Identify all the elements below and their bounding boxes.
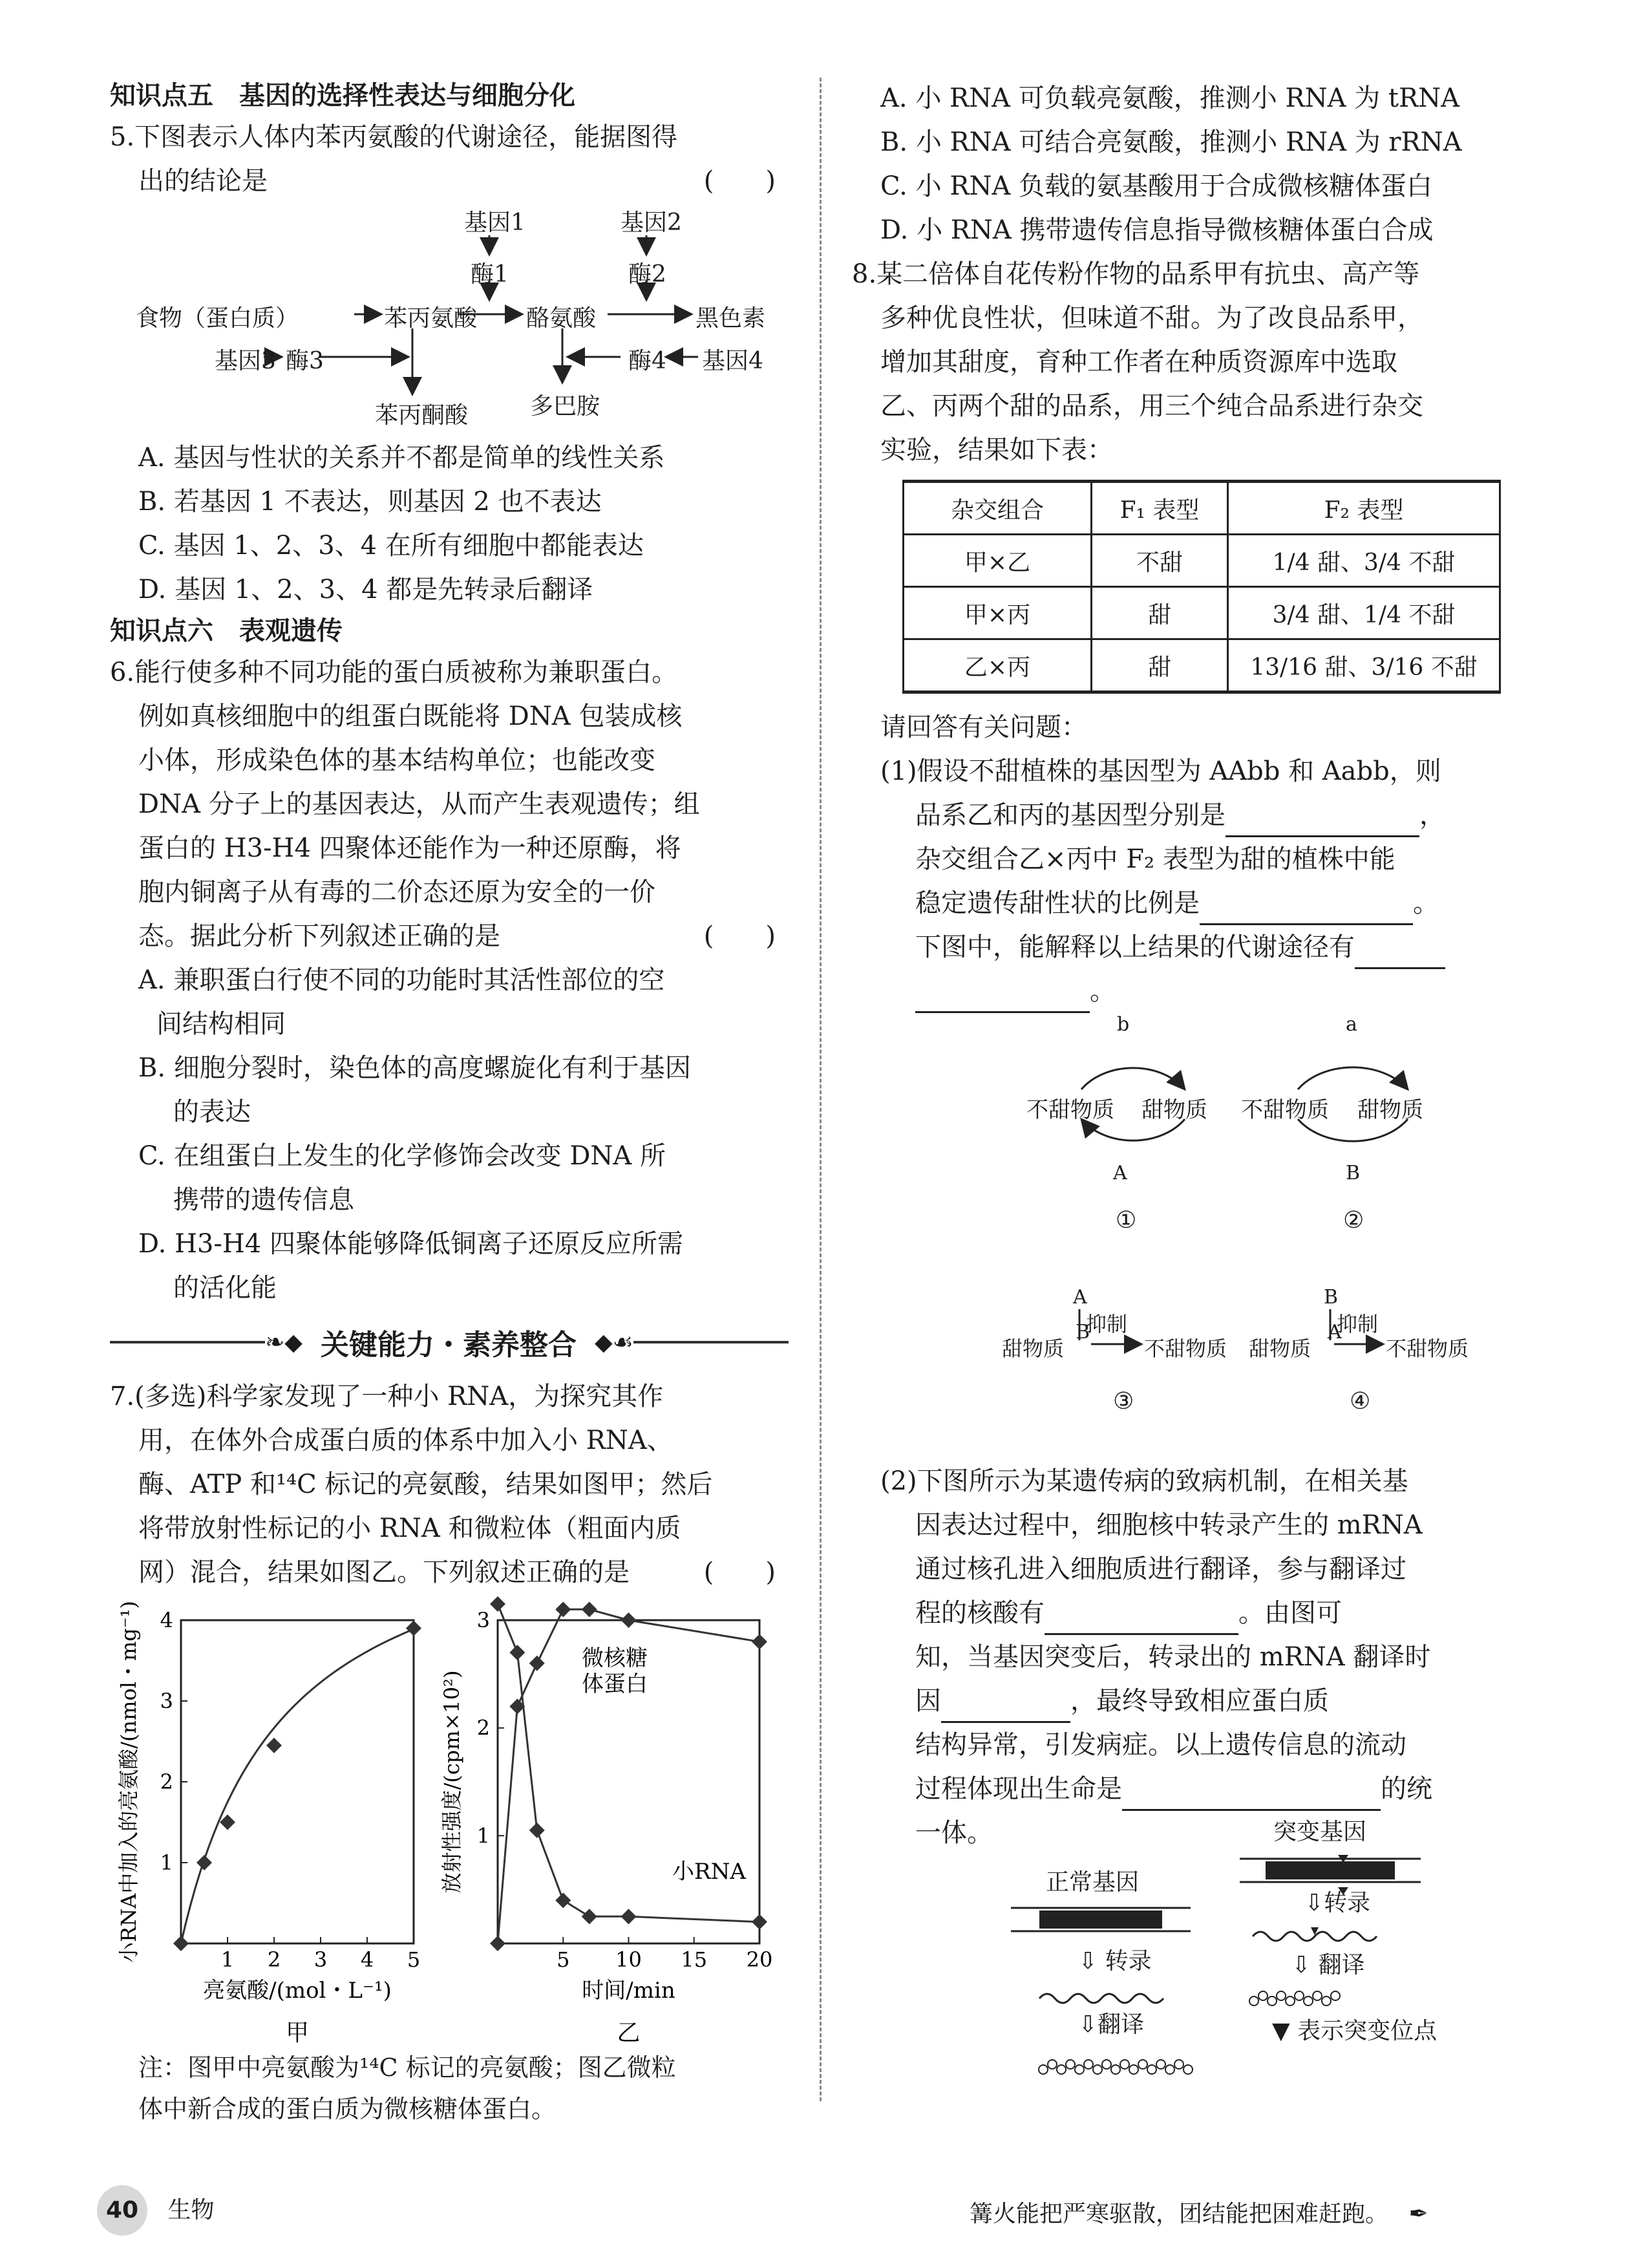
data-point xyxy=(621,1909,637,1924)
amino-acid-bead xyxy=(1258,1991,1268,2000)
down-arrow-icon: ⇩ xyxy=(1078,1948,1098,1974)
plot-frame xyxy=(181,1620,414,1943)
q8-ask: 请回答有关问题： xyxy=(880,712,1087,742)
notsweet-label: 不甜物质 xyxy=(1026,1097,1114,1123)
motto: 篝火能把严寒驱散，团结能把困难赶跑。 xyxy=(970,2201,1389,2227)
q6-option-c: C. 在组蛋白上发生的化学修饰会改变 DNA 所 xyxy=(138,1141,666,1171)
q8-pathway-schematics xyxy=(852,1013,1537,1459)
x-tick-label: 2 xyxy=(267,1947,281,1972)
data-point xyxy=(173,1936,189,1951)
amino-acid-bead xyxy=(1286,1996,1295,2006)
gene1-label: 基因1 xyxy=(464,209,525,236)
mutation-legend: ▼ 表示突变位点 xyxy=(1272,2018,1438,2044)
trend-curve xyxy=(181,1629,414,1943)
q8-part2-line: 通过核孔进入细胞质进行翻译，参与翻译过 xyxy=(915,1554,1406,1584)
x-tick-label: 1 xyxy=(220,1947,235,1972)
amino-acid-bead xyxy=(1111,2065,1120,2074)
answer-paren: ( ) xyxy=(703,921,776,951)
banner-rule-left xyxy=(110,1341,265,1343)
q6-option-a: A. 兼职蛋白行使不同的功能时其活性部位的空 xyxy=(138,965,665,995)
answer-blank[interactable] xyxy=(941,1693,1070,1723)
q7-note-2: 体中新合成的蛋白质为微核糖体蛋白。 xyxy=(138,2095,557,2123)
x-axis-label: 亮氨酸/(mol・L⁻¹) xyxy=(203,1978,392,2004)
y-tick-label: 2 xyxy=(476,1715,490,1740)
amino-acid-bead xyxy=(1165,2065,1174,2074)
amino-acid-bead xyxy=(1304,1996,1313,2006)
allele-b-label: b xyxy=(1117,1013,1130,1036)
amino-acid-bead xyxy=(1120,2060,1129,2069)
page-footer-right xyxy=(970,2196,1428,2229)
table-row xyxy=(904,535,1500,587)
data-point xyxy=(406,1621,421,1636)
figure-number-1: ① xyxy=(1116,1207,1137,1234)
q8-part2-line: (2)下图所示为某遗传病的致病机制，在相关基 xyxy=(880,1466,1408,1496)
q8-stem-line: 乙、丙两个甜的品系，用三个纯合品系进行杂交 xyxy=(880,391,1423,421)
page-footer-left xyxy=(97,2185,214,2236)
answer-paren: ( ) xyxy=(703,166,776,196)
q8-part1-line: 下图中，能解释以上结果的代谢途径有 xyxy=(852,925,1537,969)
q7-charts xyxy=(110,1594,789,2047)
table-cell: 不甜 xyxy=(1092,535,1228,587)
x-tick-label: 3 xyxy=(313,1947,328,1972)
y-axis-label: 小RNA中加入的亮氨酸/(nmol・mg⁻¹) xyxy=(116,1601,141,1963)
amino-acid-bead xyxy=(1066,2060,1075,2069)
data-point xyxy=(621,1612,637,1628)
figure-number-2: ② xyxy=(1343,1207,1364,1234)
q8-stem-line: 增加其甜度，育种工作者在种质资源库中选取 xyxy=(880,347,1397,377)
amino-acid-bead xyxy=(1174,2060,1183,2069)
tyrosine-label: 酪氨酸 xyxy=(526,305,597,332)
q6-option-d: D. H3-H4 四聚体能够降低铜离子还原反应所需 xyxy=(138,1229,683,1259)
answer-blank[interactable] xyxy=(915,983,1090,1013)
table-cell: 甜 xyxy=(1092,639,1228,692)
enzyme1-label: 酶1 xyxy=(471,261,509,288)
sweet-label: 甜物质 xyxy=(1141,1097,1207,1123)
amino-acid-bead xyxy=(1322,1996,1331,2006)
food-label: 食物（蛋白质） xyxy=(136,305,299,332)
amino-acid-bead xyxy=(1277,1991,1286,2000)
translation-label: ⇩翻译 xyxy=(1078,2011,1145,2038)
sweet-label: 甜物质 xyxy=(1002,1336,1065,1361)
y-tick-label: 1 xyxy=(160,1850,173,1875)
data-point xyxy=(196,1855,212,1870)
answer-paren: ( ) xyxy=(703,1557,776,1587)
enzyme4-label: 酶4 xyxy=(628,348,666,374)
gene3-label: 基因3 xyxy=(215,348,276,374)
gene4-label: 基因4 xyxy=(702,348,763,374)
table-header-row xyxy=(904,482,1500,535)
table-cell: 1/4 甜、3/4 不甜 xyxy=(1228,535,1500,587)
down-arrow-icon: ⇩ xyxy=(1078,2011,1098,2038)
q6-stem-line: DNA 分子上的基因表达，从而产生表观遗传；组 xyxy=(138,789,700,819)
normal-protein xyxy=(1039,2060,1193,2074)
series-label: 小RNA xyxy=(672,1859,746,1885)
data-point xyxy=(582,1909,597,1924)
table-cell: 乙×丙 xyxy=(904,639,1092,692)
q6-stem-line: 6.能行使多种不同功能的蛋白质被称为兼职蛋白。 xyxy=(110,658,678,687)
q7-option-d: D. 小 RNA 携带遗传信息指导微核糖体蛋白合成 xyxy=(880,215,1434,245)
banner-title: 关键能力・素养整合 xyxy=(320,1329,577,1362)
x-tick-label: 15 xyxy=(681,1947,708,1972)
allele-B-label: B xyxy=(1076,1321,1090,1343)
q7-stem-line: 将带放射性标记的小 RNA 和微粒体（粗面内质 xyxy=(138,1514,681,1543)
q5-option-d: D. 基因 1、2、3、4 都是先转录后翻译 xyxy=(138,575,593,604)
q7-stem-last: 网）混合，结果如图乙。下列叙述正确的是 ( ) xyxy=(110,1550,789,1594)
data-point xyxy=(220,1815,235,1830)
amino-acid-bead xyxy=(1039,2065,1048,2074)
q8-part2-line: 结构异常，引发病症。以上遗传信息的流动 xyxy=(915,1730,1406,1760)
down-arrow-icon: ⇩ xyxy=(1304,1890,1324,1916)
data-point xyxy=(555,1601,571,1617)
page-number-badge: 40 xyxy=(97,2185,147,2236)
q6-stem-line: 胞内铜离子从有毒的二价态还原为安全的一价 xyxy=(138,877,655,907)
enzyme2-label: 酶2 xyxy=(628,261,666,288)
banner-ornament-left: ❧◆ xyxy=(265,1329,302,1356)
q7-stem-line: 酶、ATP 和¹⁴C 标记的亮氨酸，结果如图甲；然后 xyxy=(138,1470,713,1499)
translation-label: ⇩ 翻译 xyxy=(1291,1952,1365,1978)
data-point xyxy=(582,1601,597,1617)
cross-results-table xyxy=(902,480,1501,694)
q8-stem-line: 多种优良性状，但味道不甜。为了改良品系甲， xyxy=(880,303,1423,333)
q7-option-b: B. 小 RNA 可结合亮氨酸，推测小 RNA 为 rRNA xyxy=(880,127,1462,157)
subject-label: 生物 xyxy=(167,2197,215,2223)
amino-acid-bead xyxy=(1057,2065,1066,2074)
section-banner xyxy=(110,1316,789,1368)
q8-part1-line: 稳定遗传甜性状的比例是 。 xyxy=(852,881,1537,925)
q6-stem-line: 蛋白的 H3-H4 四聚体还能作为一种还原酶，将 xyxy=(138,833,681,863)
amino-acid-bead xyxy=(1313,1991,1322,2000)
pathway-schematics xyxy=(852,1013,1537,1459)
table-row xyxy=(904,639,1500,692)
y-tick-label: 3 xyxy=(160,1689,173,1713)
q7-note-1: 注：图甲中亮氨酸为¹⁴C 标记的亮氨酸；图乙微粒 xyxy=(138,2053,676,2082)
q8-part2-line: 因表达过程中，细胞核中转录产生的 mRNA xyxy=(915,1510,1423,1540)
q7-stem-line: 用，在体外合成蛋白质的体系中加入小 RNA、 xyxy=(138,1426,673,1455)
answer-blank[interactable] xyxy=(1122,1781,1381,1811)
q8-part1-line: (1)假设不甜植株的基因型为 AAbb 和 Aabb，则 xyxy=(880,756,1441,786)
amino-acid-bead xyxy=(1268,1996,1277,2006)
allele-B-label: B xyxy=(1346,1162,1361,1184)
chart-jia xyxy=(110,1594,446,2047)
q8-stem-line: 实验，结果如下表： xyxy=(880,435,1113,465)
sweet-label: 甜物质 xyxy=(1249,1336,1311,1361)
q6-option-c-cont: 携带的遗传信息 xyxy=(173,1185,354,1215)
amino-acid-bead xyxy=(1093,2065,1102,2074)
q7-option-c: C. 小 RNA 负载的氨基酸用于合成微核糖体蛋白 xyxy=(880,171,1433,201)
x-tick-label: 4 xyxy=(360,1947,374,1972)
q6-option-a-cont: 间结构相同 xyxy=(156,1009,286,1039)
normal-gene-dna xyxy=(1011,1908,1191,1931)
q6-stem-last: 态。据此分析下列叙述正确的是 ( ) xyxy=(110,914,789,958)
normal-mrna xyxy=(1039,1994,1163,2003)
x-axis-label: 时间/min xyxy=(582,1978,675,2004)
q8-part2-line: 因 ，最终导致相应蛋白质 xyxy=(852,1679,1537,1723)
down-arrow-icon: ⇩ xyxy=(1291,1952,1311,1978)
q8-stem-line: 8.某二倍体自花传粉作物的品系甲有抗虫、高产等 xyxy=(852,259,1420,289)
answer-blank[interactable] xyxy=(1226,807,1419,837)
table-cell: 甲×乙 xyxy=(904,535,1092,587)
q8-part1-line: 杂交组合乙×丙中 F₂ 表型为甜的植株中能 xyxy=(915,844,1395,874)
table-cell: 甜 xyxy=(1092,587,1228,639)
table-cell: 13/16 甜、3/16 不甜 xyxy=(1228,639,1500,692)
enzyme3-label: 酶3 xyxy=(286,348,324,374)
mutation-graphics xyxy=(852,1855,1537,2113)
transcription-label: ⇩转录 xyxy=(1304,1890,1371,1916)
series-label: 微核糖 xyxy=(582,1645,648,1671)
q5-stem-2: 出的结论是 ( ) xyxy=(110,159,789,203)
section-heading-6: 知识点六 表观遗传 xyxy=(110,616,343,646)
q8-part1-line: 品系乙和丙的基因型分别是 ， xyxy=(852,793,1537,837)
allele-A-label: A xyxy=(1113,1162,1127,1184)
dopamine-label: 多巴胺 xyxy=(530,393,600,420)
data-point xyxy=(490,1596,505,1612)
q5-pathway-diagram xyxy=(110,203,789,436)
data-point xyxy=(529,1823,545,1838)
x-tick-label: 5 xyxy=(557,1947,570,1972)
q6-option-d-cont: 的活化能 xyxy=(173,1273,277,1303)
amino-acid-bead xyxy=(1084,2060,1093,2069)
inhibit-label: 抑制 xyxy=(1337,1312,1379,1336)
melanin-label: 黑色素 xyxy=(695,305,766,332)
x-tick-label: 5 xyxy=(407,1947,421,1972)
data-point xyxy=(752,1634,767,1649)
y-tick-label: 4 xyxy=(160,1608,173,1632)
chart-caption: 乙 xyxy=(617,2020,641,2046)
q5-option-c: C. 基因 1、2、3、4 在所有细胞中都能表达 xyxy=(138,531,644,561)
amino-acid-bead xyxy=(1048,2060,1057,2069)
q7-option-a: A. 小 RNA 可负载亮氨酸，推测小 RNA 为 tRNA xyxy=(880,83,1459,113)
notsweet-label: 不甜物质 xyxy=(1241,1097,1329,1123)
x-tick-label: 10 xyxy=(615,1947,642,1972)
table-cell: 3/4 甜、1/4 不甜 xyxy=(1228,587,1500,639)
q8-part1-line: 。 xyxy=(852,969,1537,1013)
phenylpyruvate-label: 苯丙酮酸 xyxy=(375,402,469,429)
banner-ornament-right: ◆☙ xyxy=(594,1329,633,1356)
q8-part2-line: 知，当基因突变后，转录出的 mRNA 翻译时 xyxy=(915,1642,1431,1672)
data-point xyxy=(509,1645,525,1660)
answer-blank[interactable] xyxy=(1355,939,1445,969)
amino-acid-bead xyxy=(1075,2065,1084,2074)
q5-option-b: B. 若基因 1 不表达，则基因 2 也不表达 xyxy=(138,487,602,517)
q6-stem-line: 例如真核细胞中的组蛋白既能将 DNA 包装成核 xyxy=(138,701,683,731)
table-header: F₁ 表型 xyxy=(1092,482,1228,535)
amino-acid-bead xyxy=(1295,1991,1304,2000)
notsweet-label: 不甜物质 xyxy=(1386,1336,1469,1361)
y-tick-label: 2 xyxy=(160,1770,173,1794)
allele-B-label: B xyxy=(1324,1286,1339,1309)
table-header: F₂ 表型 xyxy=(1228,482,1500,535)
inhibit-label: 抑制 xyxy=(1086,1312,1128,1336)
figure-number-3: ③ xyxy=(1113,1388,1134,1415)
amino-acid-bead xyxy=(1147,2065,1156,2074)
notsweet-label: 不甜物质 xyxy=(1144,1336,1227,1361)
table-header: 杂交组合 xyxy=(904,482,1092,535)
gene2-label: 基因2 xyxy=(621,209,682,236)
answer-blank[interactable] xyxy=(1045,1605,1238,1635)
q6-stem-line: 小体，形成染色体的基本结构单位；也能改变 xyxy=(138,745,655,775)
amino-acid-bead xyxy=(1156,2060,1165,2069)
section-heading-5: 知识点五 基因的选择性表达与细胞分化 xyxy=(110,81,575,111)
table-cell: 甲×丙 xyxy=(904,587,1092,639)
amino-acid-bead xyxy=(1331,1991,1340,2000)
chart-caption: 甲 xyxy=(285,2020,310,2046)
data-point xyxy=(752,1914,767,1930)
left-column xyxy=(110,76,789,2130)
q7-stem-line: 7.(多选)科学家发现了一种小 RNA，为探究其作 xyxy=(110,1382,664,1411)
normal-gene-label: 正常基因 xyxy=(1046,1869,1140,1896)
transcription-label: ⇩ 转录 xyxy=(1078,1948,1152,1974)
q6-option-b: B. 细胞分裂时，染色体的高度螺旋化有利于基因 xyxy=(138,1053,691,1083)
ink-pen-icon: ✒ xyxy=(1408,2201,1428,2227)
answer-blank[interactable] xyxy=(1200,895,1413,925)
y-tick-label: 1 xyxy=(476,1823,490,1848)
right-column xyxy=(852,76,1537,2113)
x-tick-label: 20 xyxy=(746,1947,773,1972)
column-divider xyxy=(820,78,822,2101)
amino-acid-bead xyxy=(1102,2060,1111,2069)
data-point xyxy=(529,1656,545,1671)
figure-number-4: ④ xyxy=(1350,1388,1371,1415)
table-row xyxy=(904,587,1500,639)
q8-part2-line: 程的核酸有 。由图可 xyxy=(852,1591,1537,1635)
amino-acid-bead xyxy=(1249,1996,1258,2006)
allele-A-label: A xyxy=(1073,1286,1087,1309)
allele-a-label: a xyxy=(1346,1013,1357,1036)
phenylalanine-label: 苯丙氨酸 xyxy=(384,305,478,332)
banner-rule-right xyxy=(633,1341,789,1343)
y-tick-label: 3 xyxy=(476,1608,490,1632)
amino-acid-bead xyxy=(1138,2060,1147,2069)
allele-A-label: A xyxy=(1328,1321,1342,1343)
sweet-label: 甜物质 xyxy=(1357,1097,1423,1123)
data-point xyxy=(555,1892,571,1908)
q8-part2-line: 一体。 xyxy=(915,1818,993,1848)
amino-acid-bead xyxy=(1183,2065,1193,2074)
q5-stem: 5.下图表示人体内苯丙氨酸的代谢途径，能据图得 xyxy=(110,122,678,152)
amino-acid-bead xyxy=(1129,2065,1138,2074)
q8-part2-line: 过程体现出生命是 的统 xyxy=(852,1767,1537,1811)
data-point xyxy=(266,1738,282,1753)
mutant-gene-label: 突变基因 xyxy=(1273,1819,1367,1845)
data-point xyxy=(490,1936,505,1951)
mutant-protein xyxy=(1249,1991,1340,2006)
q5-option-a: A. 基因与性状的关系并不都是简单的线性关系 xyxy=(138,443,665,473)
series-label: 体蛋白 xyxy=(582,1671,648,1697)
y-axis-label: 放射性强度/(cpm×10²) xyxy=(440,1670,464,1894)
q6-option-b-cont: 的表达 xyxy=(173,1097,251,1127)
chart-yi xyxy=(440,1594,789,2047)
